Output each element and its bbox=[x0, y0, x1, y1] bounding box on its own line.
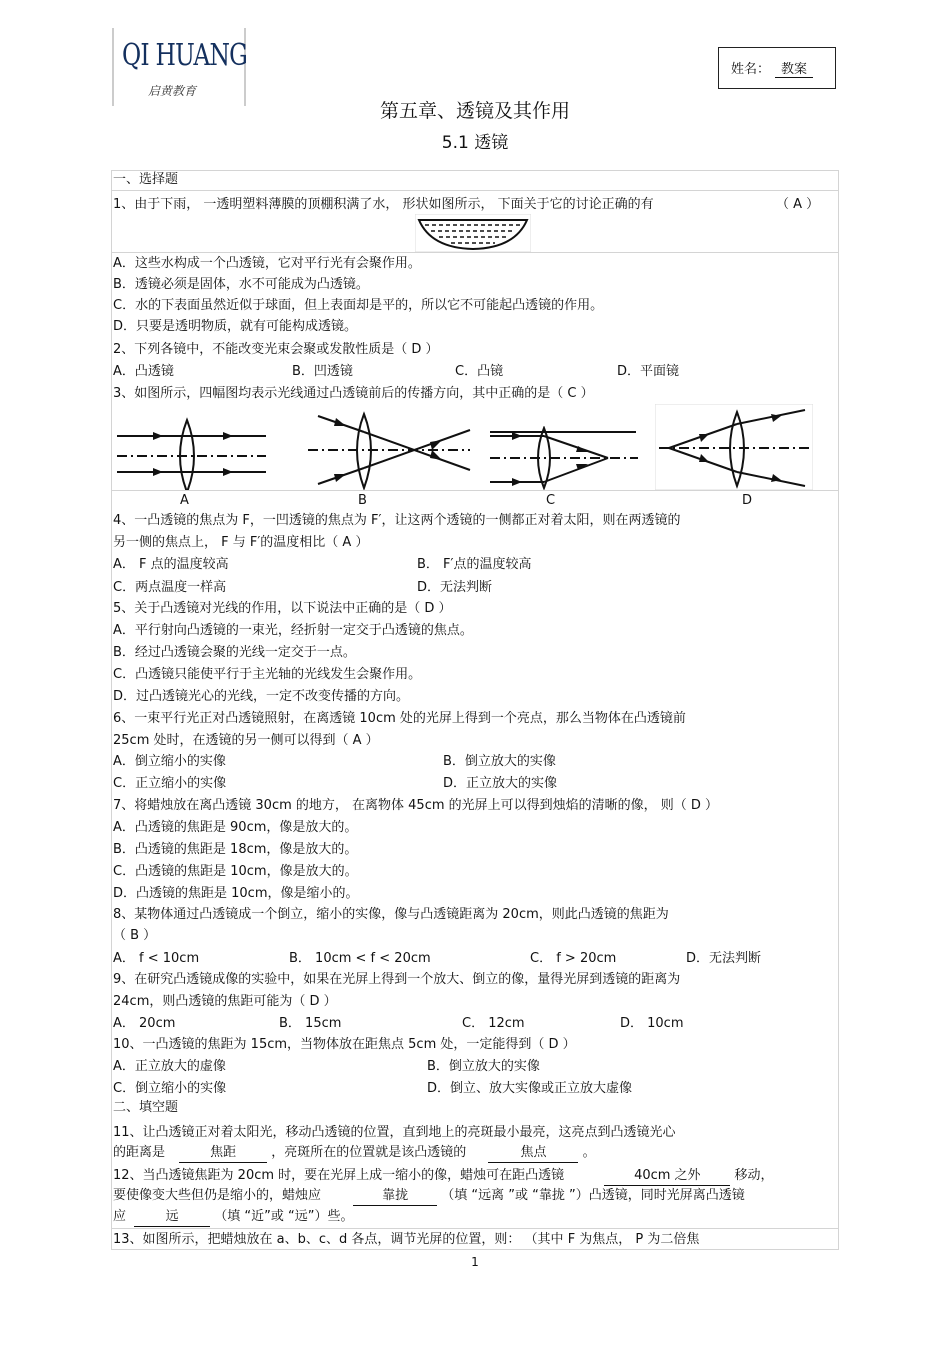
q9-line1: 9、在研究凸透镜成像的实验中，如果在光屏上得到一个放大、倒立的像，量得光屏到透镜的距离为 bbox=[113, 972, 681, 987]
q2-option-c: C．凸镜 bbox=[455, 364, 504, 379]
name-box bbox=[718, 47, 836, 89]
fig-label-a: A bbox=[180, 493, 189, 508]
q6-option-c: C．正立缩小的实像 bbox=[113, 776, 227, 791]
q11-text: 。 bbox=[582, 1145, 596, 1160]
logo bbox=[112, 28, 246, 106]
q11-line1: 11、让凸透镜正对着太阳光，移动凸透镜的位置，直到地上的亮斑最小最亮，这亮点到凸透镜光心 bbox=[113, 1125, 676, 1140]
q7-option-c: C．凸透镜的焦距是 10cm，像是放大的。 bbox=[113, 864, 358, 879]
q11-text: ，亮斑所在的位置就是该凸透镜的 bbox=[271, 1145, 467, 1160]
q12-blank-2: 靠拢 bbox=[353, 1187, 437, 1206]
q12-blank-3: 远 bbox=[134, 1208, 210, 1227]
q12-text: （填 “远离 ”或 “靠拢 ”）凸透镜，同时光屏离凸透镜 bbox=[441, 1188, 745, 1203]
page-subtitle: 5.1 透镜 bbox=[441, 133, 509, 153]
q4-line1: 4、一凸透镜的焦点为 F，一凹透镜的焦点为 F′，让这两个透镜的一侧都正对着太阳，则在两透镜的 bbox=[113, 513, 681, 528]
q11-line2 bbox=[113, 1144, 596, 1163]
q12-line1 bbox=[113, 1167, 773, 1186]
q1-option-b: B．透镜必须是固体，水不可能成为凸透镜。 bbox=[113, 277, 369, 292]
section-choice: 一、选择题 bbox=[113, 172, 179, 187]
q9-option-c: C． 12cm bbox=[462, 1016, 525, 1031]
logo-text: QI HUANG bbox=[122, 38, 248, 73]
fig-label-b: B bbox=[358, 493, 367, 508]
q11-blank-1: 焦距 bbox=[179, 1144, 267, 1163]
q8-option-a: A． f < 10cm bbox=[113, 951, 200, 966]
q8-option-c: C． f > 20cm bbox=[530, 951, 617, 966]
fig-label-c: C bbox=[546, 493, 556, 508]
q5-option-c: C．凸透镜只能使平行于主光轴的光线发生会聚作用。 bbox=[113, 667, 422, 682]
q9-option-b: B． 15cm bbox=[279, 1016, 342, 1031]
q2-stem: 2、下列各镜中，不能改变光束会聚或发散性质是（ D ） bbox=[113, 342, 439, 357]
q1-answer: （ A ） bbox=[776, 197, 820, 212]
lens-figure-d bbox=[655, 404, 813, 490]
q6-option-d: D．正立放大的实像 bbox=[443, 776, 558, 791]
q5-option-b: B．经过凸透镜会聚的光线一定交于一点。 bbox=[113, 645, 356, 660]
q7-option-d: D．凸透镜的焦距是 10cm，像是缩小的。 bbox=[113, 886, 359, 901]
q9-line2: 24cm，则凸透镜的焦距可能为（ D ） bbox=[113, 994, 337, 1009]
name-value: 教案 bbox=[775, 58, 813, 78]
q5-option-a: A．平行射向凸透镜的一束光，经折射一定交于凸透镜的焦点。 bbox=[113, 623, 473, 638]
q6-line2: 25cm 处时，在透镜的另一侧可以得到（ A ） bbox=[113, 733, 379, 748]
logo-subtext: 启黄教育 bbox=[148, 84, 197, 98]
q8-option-b: B． 10cm < f < 20cm bbox=[289, 951, 431, 966]
divider bbox=[111, 190, 839, 191]
q9-option-a: A． 20cm bbox=[113, 1016, 176, 1031]
q6-option-b: B．倒立放大的实像 bbox=[443, 754, 556, 769]
q10-option-a: A．正立放大的虚像 bbox=[113, 1059, 226, 1074]
q2-option-a: A．凸透镜 bbox=[113, 364, 174, 379]
page-title: 第五章、透镜及其作用 bbox=[379, 100, 570, 122]
q4-option-b: B． F′点的温度较高 bbox=[417, 557, 532, 572]
q11-text: 的距离是 bbox=[113, 1145, 166, 1160]
q6-line1: 6、一束平行光正对凸透镜照射，在离透镜 10cm 处的光屏上得到一个亮点，那么当物体在凸透镜前 bbox=[113, 711, 686, 726]
q8-option-d: D．无法判断 bbox=[686, 951, 762, 966]
q7-option-a: A．凸透镜的焦距是 90cm，像是放大的。 bbox=[113, 820, 358, 835]
q3-stem: 3、如图所示，四幅图均表示光线通过凸透镜前后的传播方向，其中正确的是（ C ） bbox=[113, 386, 594, 401]
q2-option-b: B．凹透镜 bbox=[292, 364, 353, 379]
q7-option-b: B．凸透镜的焦距是 18cm，像是放大的。 bbox=[113, 842, 358, 857]
q4-line2: 另一侧的焦点上， F 与 F′的温度相比（ A ） bbox=[113, 535, 369, 550]
q4-option-a: A． F 点的温度较高 bbox=[113, 557, 229, 572]
q5-option-d: D．过凸透镜光心的光线，一定不改变传播的方向。 bbox=[113, 689, 410, 704]
water-film-figure bbox=[415, 214, 531, 252]
q12-line2 bbox=[113, 1187, 745, 1206]
q12-text: 12、当凸透镜焦距为 20cm 时，要在光屏上成一缩小的像，蜡烛可在距凸透镜 bbox=[113, 1168, 565, 1183]
q11-blank-2: 焦点 bbox=[488, 1144, 578, 1163]
fig-label-d: D bbox=[742, 493, 753, 508]
q2-option-d: D．平面镜 bbox=[617, 364, 680, 379]
q6-option-a: A．倒立缩小的实像 bbox=[113, 754, 226, 769]
q4-option-c: C．两点温度一样高 bbox=[113, 580, 227, 595]
q10-option-c: C．倒立缩小的实像 bbox=[113, 1081, 227, 1096]
q13-line1: 13、如图所示，把蜡烛放在 a、b、c、d 各点，调节光屏的位置，则： （其中 F 为焦点， P 为二倍焦 bbox=[113, 1232, 700, 1247]
name-label: 姓名： bbox=[731, 62, 771, 77]
q12-text: 应 bbox=[113, 1209, 127, 1224]
q12-text: 要使像变大些但仍是缩小的，蜡烛应 bbox=[113, 1188, 322, 1203]
q4-option-d: D．无法判断 bbox=[417, 580, 493, 595]
q10-option-b: B．倒立放大的实像 bbox=[427, 1059, 540, 1074]
q8-line1: 8、某物体通过凸透镜成一个倒立，缩小的实像，像与凸透镜距离为 20cm，则此凸透镜的焦距为 bbox=[113, 907, 669, 922]
q8-line2: （ B ） bbox=[113, 928, 157, 943]
q9-option-d: D． 10cm bbox=[620, 1016, 684, 1031]
q12-blank-1: 40cm 之外 bbox=[604, 1167, 730, 1186]
page-number: 1 bbox=[471, 1255, 479, 1269]
lens-figure-a bbox=[113, 410, 270, 490]
lens-figure-c bbox=[488, 426, 640, 490]
q10-option-d: D．倒立、放大实像或正立放大虚像 bbox=[427, 1081, 633, 1096]
q7-stem: 7、将蜡烛放在离凸透镜 30cm 的地方， 在离物体 45cm 的光屏上可以得到烛焰的清晰的像， 则（ D ） bbox=[113, 798, 719, 813]
q12-line3 bbox=[113, 1208, 354, 1227]
q1-option-c: C．水的下表面虽然近似于球面，但上表面却是平的，所以它不可能起凸透镜的作用。 bbox=[113, 298, 604, 313]
divider bbox=[111, 252, 839, 253]
divider bbox=[111, 490, 839, 491]
q1-stem: 1、由于下雨， 一透明塑料薄膜的顶棚积满了水， 形状如图所示， 下面关于它的讨论正确的有 bbox=[113, 197, 654, 212]
lens-figure-b bbox=[302, 406, 474, 490]
q10-stem: 10、一凸透镜的焦距为 15cm，当物体放在距焦点 5cm 处，一定能得到（ D ） bbox=[113, 1037, 576, 1052]
section-fill: 二、填空题 bbox=[113, 1100, 179, 1115]
divider bbox=[111, 1228, 839, 1229]
q1-option-a: A．这些水构成一个凸透镜，它对平行光有会聚作用。 bbox=[113, 256, 421, 271]
q1-option-d: D．只要是透明物质，就有可能构成透镜。 bbox=[113, 319, 358, 334]
q5-stem: 5、关于凸透镜对光线的作用，以下说法中正确的是（ D ） bbox=[113, 601, 452, 616]
q12-text: 移动， bbox=[734, 1168, 774, 1183]
q12-text: （填 “近”或 “远”）些。 bbox=[214, 1209, 354, 1224]
